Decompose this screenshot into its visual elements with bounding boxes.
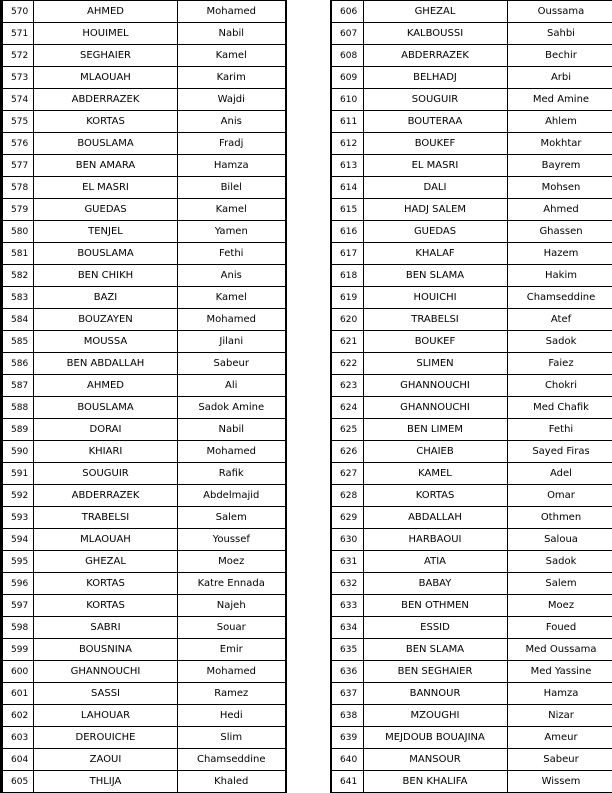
table-row	[331, 331, 612, 353]
last-name-cell: AHMED	[34, 1, 178, 23]
row-number-cell: 616	[331, 221, 363, 243]
row-number-cell: 585	[2, 331, 34, 353]
last-name-cell: ABDALLAH	[363, 507, 507, 529]
row-number-cell: 618	[331, 265, 363, 287]
row-number-cell: 609	[331, 67, 363, 89]
row-number-cell: 590	[2, 441, 34, 463]
table-row	[2, 463, 286, 485]
first-name-cell: Moez	[507, 595, 612, 617]
last-name-cell: BOUSLAMA	[34, 243, 178, 265]
row-number-cell: 619	[331, 287, 363, 309]
table-row	[331, 661, 612, 683]
last-name-cell: GHEZAL	[363, 1, 507, 23]
table-row	[2, 551, 286, 573]
table-row	[331, 133, 612, 155]
first-name-cell: Oussama	[507, 1, 612, 23]
last-name-cell: KHALAF	[363, 243, 507, 265]
first-name-cell: Omar	[507, 485, 612, 507]
last-name-cell: BANNOUR	[363, 683, 507, 705]
row-number-cell: 639	[331, 727, 363, 749]
row-number-cell: 622	[331, 353, 363, 375]
row-number-cell: 638	[331, 705, 363, 727]
first-name-cell: Adel	[507, 463, 612, 485]
row-number-cell: 630	[331, 529, 363, 551]
last-name-cell: ATIA	[363, 551, 507, 573]
row-number-cell: 633	[331, 595, 363, 617]
row-number-cell: 606	[331, 1, 363, 23]
first-name-cell: Mohamed	[178, 661, 286, 683]
last-name-cell: SABRI	[34, 617, 178, 639]
last-name-cell: KALBOUSSI	[363, 23, 507, 45]
first-name-cell: Anis	[178, 265, 286, 287]
first-name-cell: Kamel	[178, 45, 286, 67]
table-row	[331, 463, 612, 485]
first-name-cell: Yamen	[178, 221, 286, 243]
table-row	[331, 573, 612, 595]
row-number-cell: 595	[2, 551, 34, 573]
row-number-cell: 611	[331, 111, 363, 133]
first-name-cell: Med Amine	[507, 89, 612, 111]
first-name-cell: Atef	[507, 309, 612, 331]
last-name-cell: BOUKEF	[363, 133, 507, 155]
first-name-cell: Med Oussama	[507, 639, 612, 661]
first-name-cell: Arbi	[507, 67, 612, 89]
first-name-cell: Moez	[178, 551, 286, 573]
last-name-cell: KORTAS	[34, 595, 178, 617]
table-row	[331, 485, 612, 507]
last-name-cell: MLAOUAH	[34, 67, 178, 89]
row-number-cell: 621	[331, 331, 363, 353]
table-row	[2, 771, 286, 793]
row-number-cell: 587	[2, 375, 34, 397]
last-name-cell: HOUIMEL	[34, 23, 178, 45]
first-name-cell: Wajdi	[178, 89, 286, 111]
table-row	[331, 155, 612, 177]
last-name-cell: GHANNOUCHI	[363, 375, 507, 397]
table-row	[331, 551, 612, 573]
first-name-cell: Salem	[507, 573, 612, 595]
row-number-cell: 597	[2, 595, 34, 617]
table-row	[2, 573, 286, 595]
table-row	[331, 639, 612, 661]
first-name-cell: Jilani	[178, 331, 286, 353]
first-name-cell: Bayrem	[507, 155, 612, 177]
last-name-cell: SLIMEN	[363, 353, 507, 375]
last-name-cell: TRABELSI	[34, 507, 178, 529]
first-name-cell: Sadok	[507, 551, 612, 573]
table-row	[2, 375, 286, 397]
last-name-cell: CHAIEB	[363, 441, 507, 463]
last-name-cell: MEJDOUB BOUAJINA	[363, 727, 507, 749]
table-row	[2, 507, 286, 529]
row-number-cell: 635	[331, 639, 363, 661]
table-row	[2, 23, 286, 45]
first-name-cell: Emir	[178, 639, 286, 661]
table-row	[2, 529, 286, 551]
first-name-cell: Mohsen	[507, 177, 612, 199]
row-number-cell: 583	[2, 287, 34, 309]
last-name-cell: ABDERRAZEK	[34, 89, 178, 111]
last-name-cell: BEN OTHMEN	[363, 595, 507, 617]
first-name-cell: Sadok	[507, 331, 612, 353]
last-name-cell: EL MASRI	[34, 177, 178, 199]
table-row	[2, 683, 286, 705]
last-name-cell: BAZI	[34, 287, 178, 309]
table-row	[331, 529, 612, 551]
table-row	[331, 89, 612, 111]
first-name-cell: Med Yassine	[507, 661, 612, 683]
table-row	[2, 331, 286, 353]
row-number-cell: 577	[2, 155, 34, 177]
first-name-cell: Othmen	[507, 507, 612, 529]
last-name-cell: KAMEL	[363, 463, 507, 485]
table-row	[331, 441, 612, 463]
last-name-cell: BEN LIMEM	[363, 419, 507, 441]
row-number-cell: 571	[2, 23, 34, 45]
first-name-cell: Najeh	[178, 595, 286, 617]
last-name-cell: BABAY	[363, 573, 507, 595]
last-name-cell: THLIJA	[34, 771, 178, 793]
row-number-cell: 602	[2, 705, 34, 727]
last-name-cell: BOUSLAMA	[34, 397, 178, 419]
first-name-cell: Ramez	[178, 683, 286, 705]
row-number-cell: 570	[2, 1, 34, 23]
table-row	[2, 705, 286, 727]
row-number-cell: 614	[331, 177, 363, 199]
last-name-cell: BEN KHALIFA	[363, 771, 507, 793]
last-name-cell: KORTAS	[34, 111, 178, 133]
last-name-cell: GHANNOUCHI	[363, 397, 507, 419]
last-name-cell: BEN SLAMA	[363, 639, 507, 661]
last-name-cell: DORAI	[34, 419, 178, 441]
last-name-cell: KORTAS	[363, 485, 507, 507]
last-name-cell: KORTAS	[34, 573, 178, 595]
row-number-cell: 625	[331, 419, 363, 441]
first-name-cell: Sahbi	[507, 23, 612, 45]
row-number-cell: 592	[2, 485, 34, 507]
last-name-cell: BOUSLAMA	[34, 133, 178, 155]
last-name-cell: GHEZAL	[34, 551, 178, 573]
first-name-cell: Med Chafik	[507, 397, 612, 419]
first-name-cell: Katre Ennada	[178, 573, 286, 595]
first-name-cell: Chamseddine	[507, 287, 612, 309]
table-row	[331, 67, 612, 89]
table-row	[2, 265, 286, 287]
last-name-cell: HARBAOUI	[363, 529, 507, 551]
first-name-cell: Bechir	[507, 45, 612, 67]
last-name-cell: AHMED	[34, 375, 178, 397]
last-name-cell: EL MASRI	[363, 155, 507, 177]
last-name-cell: MOUSSA	[34, 331, 178, 353]
first-name-cell: Foued	[507, 617, 612, 639]
table-row	[2, 89, 286, 111]
last-name-cell: BEN SLAMA	[363, 265, 507, 287]
last-name-cell: GUEDAS	[34, 199, 178, 221]
table-row	[2, 749, 286, 771]
row-number-cell: 594	[2, 529, 34, 551]
row-number-cell: 623	[331, 375, 363, 397]
table-row	[331, 309, 612, 331]
row-number-cell: 615	[331, 199, 363, 221]
first-name-cell: Abdelmajid	[178, 485, 286, 507]
last-name-cell: BOUTERAA	[363, 111, 507, 133]
row-number-cell: 637	[331, 683, 363, 705]
last-name-cell: KHIARI	[34, 441, 178, 463]
last-name-cell: ABDERRAZEK	[363, 45, 507, 67]
first-name-cell: Mohamed	[178, 309, 286, 331]
table-row	[331, 353, 612, 375]
table-row	[331, 683, 612, 705]
last-name-cell: TENJEL	[34, 221, 178, 243]
last-name-cell: GHANNOUCHI	[34, 661, 178, 683]
row-number-cell: 576	[2, 133, 34, 155]
last-name-cell: BEN SEGHAIER	[363, 661, 507, 683]
last-name-cell: BEN CHIKH	[34, 265, 178, 287]
last-name-cell: SOUGUIR	[363, 89, 507, 111]
row-number-cell: 579	[2, 199, 34, 221]
row-number-cell: 605	[2, 771, 34, 793]
table-row	[2, 617, 286, 639]
table-row	[2, 221, 286, 243]
last-name-cell: SOUGUIR	[34, 463, 178, 485]
row-number-cell: 610	[331, 89, 363, 111]
first-name-cell: Ameur	[507, 727, 612, 749]
last-name-cell: DEROUICHE	[34, 727, 178, 749]
last-name-cell: MZOUGHI	[363, 705, 507, 727]
table-row	[331, 749, 612, 771]
table-row	[2, 111, 286, 133]
table-row	[331, 23, 612, 45]
table-row	[331, 177, 612, 199]
table-row	[331, 265, 612, 287]
row-number-cell: 631	[331, 551, 363, 573]
table-row	[331, 595, 612, 617]
first-name-cell: Ghassen	[507, 221, 612, 243]
first-name-cell: Chamseddine	[178, 749, 286, 771]
last-name-cell: MANSOUR	[363, 749, 507, 771]
last-name-cell: GUEDAS	[363, 221, 507, 243]
table-row	[331, 771, 612, 793]
first-name-cell: Fethi	[507, 419, 612, 441]
row-number-cell: 604	[2, 749, 34, 771]
row-number-cell: 641	[331, 771, 363, 793]
table-row	[331, 507, 612, 529]
first-name-cell: Karim	[178, 67, 286, 89]
first-name-cell: Mohamed	[178, 441, 286, 463]
last-name-cell: LAHOUAR	[34, 705, 178, 727]
row-number-cell: 598	[2, 617, 34, 639]
row-number-cell: 586	[2, 353, 34, 375]
table-row	[331, 375, 612, 397]
first-name-cell: Sadok Amine	[178, 397, 286, 419]
first-name-cell: Faiez	[507, 353, 612, 375]
last-name-cell: SEGHAIER	[34, 45, 178, 67]
row-number-cell: 640	[331, 749, 363, 771]
row-number-cell: 589	[2, 419, 34, 441]
table-row	[2, 287, 286, 309]
first-name-cell: Anis	[178, 111, 286, 133]
first-name-cell: Hamza	[507, 683, 612, 705]
row-number-cell: 632	[331, 573, 363, 595]
table-row	[2, 309, 286, 331]
first-name-cell: Hedi	[178, 705, 286, 727]
last-name-cell: ABDERRAZEK	[34, 485, 178, 507]
row-number-cell: 617	[331, 243, 363, 265]
roster-table-left	[0, 0, 287, 793]
table-row	[2, 45, 286, 67]
first-name-cell: Mokhtar	[507, 133, 612, 155]
table-row	[331, 397, 612, 419]
row-number-cell: 626	[331, 441, 363, 463]
table-row	[2, 177, 286, 199]
row-number-cell: 575	[2, 111, 34, 133]
first-name-cell: Chokri	[507, 375, 612, 397]
row-number-cell: 613	[331, 155, 363, 177]
table-row	[331, 243, 612, 265]
row-number-cell: 574	[2, 89, 34, 111]
table-row	[2, 133, 286, 155]
last-name-cell: BOUSNINA	[34, 639, 178, 661]
row-number-cell: 572	[2, 45, 34, 67]
table-row	[2, 155, 286, 177]
row-number-cell: 596	[2, 573, 34, 595]
table-row	[2, 485, 286, 507]
row-number-cell: 620	[331, 309, 363, 331]
first-name-cell: Bilel	[178, 177, 286, 199]
last-name-cell: BELHADJ	[363, 67, 507, 89]
first-name-cell: Kamel	[178, 287, 286, 309]
table-row	[2, 595, 286, 617]
row-number-cell: 578	[2, 177, 34, 199]
table-row	[2, 199, 286, 221]
table-row	[2, 441, 286, 463]
first-name-cell: Souar	[178, 617, 286, 639]
last-name-cell: ESSID	[363, 617, 507, 639]
first-name-cell: Sabeur	[178, 353, 286, 375]
first-name-cell: Ahmed	[507, 199, 612, 221]
table-row	[2, 243, 286, 265]
table-row	[2, 419, 286, 441]
first-name-cell: Fethi	[178, 243, 286, 265]
table-row	[331, 705, 612, 727]
table-row	[331, 617, 612, 639]
first-name-cell: Hamza	[178, 155, 286, 177]
row-number-cell: 588	[2, 397, 34, 419]
first-name-cell: Hakim	[507, 265, 612, 287]
last-name-cell: TRABELSI	[363, 309, 507, 331]
roster-table-right	[330, 0, 612, 793]
first-name-cell: Khaled	[178, 771, 286, 793]
row-number-cell: 634	[331, 617, 363, 639]
table-row	[331, 199, 612, 221]
last-name-cell: BOUKEF	[363, 331, 507, 353]
first-name-cell: Nizar	[507, 705, 612, 727]
row-number-cell: 603	[2, 727, 34, 749]
first-name-cell: Youssef	[178, 529, 286, 551]
row-number-cell: 582	[2, 265, 34, 287]
last-name-cell: HADJ SALEM	[363, 199, 507, 221]
first-name-cell: Saloua	[507, 529, 612, 551]
last-name-cell: DALI	[363, 177, 507, 199]
row-number-cell: 628	[331, 485, 363, 507]
row-number-cell: 627	[331, 463, 363, 485]
table-row	[2, 353, 286, 375]
table-row	[331, 727, 612, 749]
table-row	[331, 45, 612, 67]
row-number-cell: 601	[2, 683, 34, 705]
row-number-cell: 593	[2, 507, 34, 529]
row-number-cell: 584	[2, 309, 34, 331]
first-name-cell: Nabil	[178, 23, 286, 45]
first-name-cell: Salem	[178, 507, 286, 529]
table-row	[331, 287, 612, 309]
first-name-cell: Ahlem	[507, 111, 612, 133]
row-number-cell: 591	[2, 463, 34, 485]
last-name-cell: BOUZAYEN	[34, 309, 178, 331]
first-name-cell: Fradj	[178, 133, 286, 155]
first-name-cell: Slim	[178, 727, 286, 749]
row-number-cell: 581	[2, 243, 34, 265]
last-name-cell: BEN AMARA	[34, 155, 178, 177]
first-name-cell: Nabil	[178, 419, 286, 441]
first-name-cell: Kamel	[178, 199, 286, 221]
row-number-cell: 580	[2, 221, 34, 243]
first-name-cell: Mohamed	[178, 1, 286, 23]
first-name-cell: Wissem	[507, 771, 612, 793]
table-row	[331, 1, 612, 23]
first-name-cell: Sabeur	[507, 749, 612, 771]
last-name-cell: ZAOUI	[34, 749, 178, 771]
last-name-cell: HOUICHI	[363, 287, 507, 309]
table-row	[331, 419, 612, 441]
row-number-cell: 608	[331, 45, 363, 67]
row-number-cell: 629	[331, 507, 363, 529]
row-number-cell: 607	[331, 23, 363, 45]
last-name-cell: MLAOUAH	[34, 529, 178, 551]
first-name-cell: Ali	[178, 375, 286, 397]
table-row	[2, 661, 286, 683]
table-row	[2, 1, 286, 23]
table-row	[2, 67, 286, 89]
table-row	[2, 397, 286, 419]
last-name-cell: SASSI	[34, 683, 178, 705]
row-number-cell: 600	[2, 661, 34, 683]
table-row	[331, 221, 612, 243]
table-row	[2, 727, 286, 749]
table-row	[2, 639, 286, 661]
row-number-cell: 624	[331, 397, 363, 419]
row-number-cell: 612	[331, 133, 363, 155]
first-name-cell: Sayed Firas	[507, 441, 612, 463]
row-number-cell: 573	[2, 67, 34, 89]
row-number-cell: 636	[331, 661, 363, 683]
last-name-cell: BEN ABDALLAH	[34, 353, 178, 375]
table-row	[331, 111, 612, 133]
first-name-cell: Hazem	[507, 243, 612, 265]
first-name-cell: Rafik	[178, 463, 286, 485]
row-number-cell: 599	[2, 639, 34, 661]
